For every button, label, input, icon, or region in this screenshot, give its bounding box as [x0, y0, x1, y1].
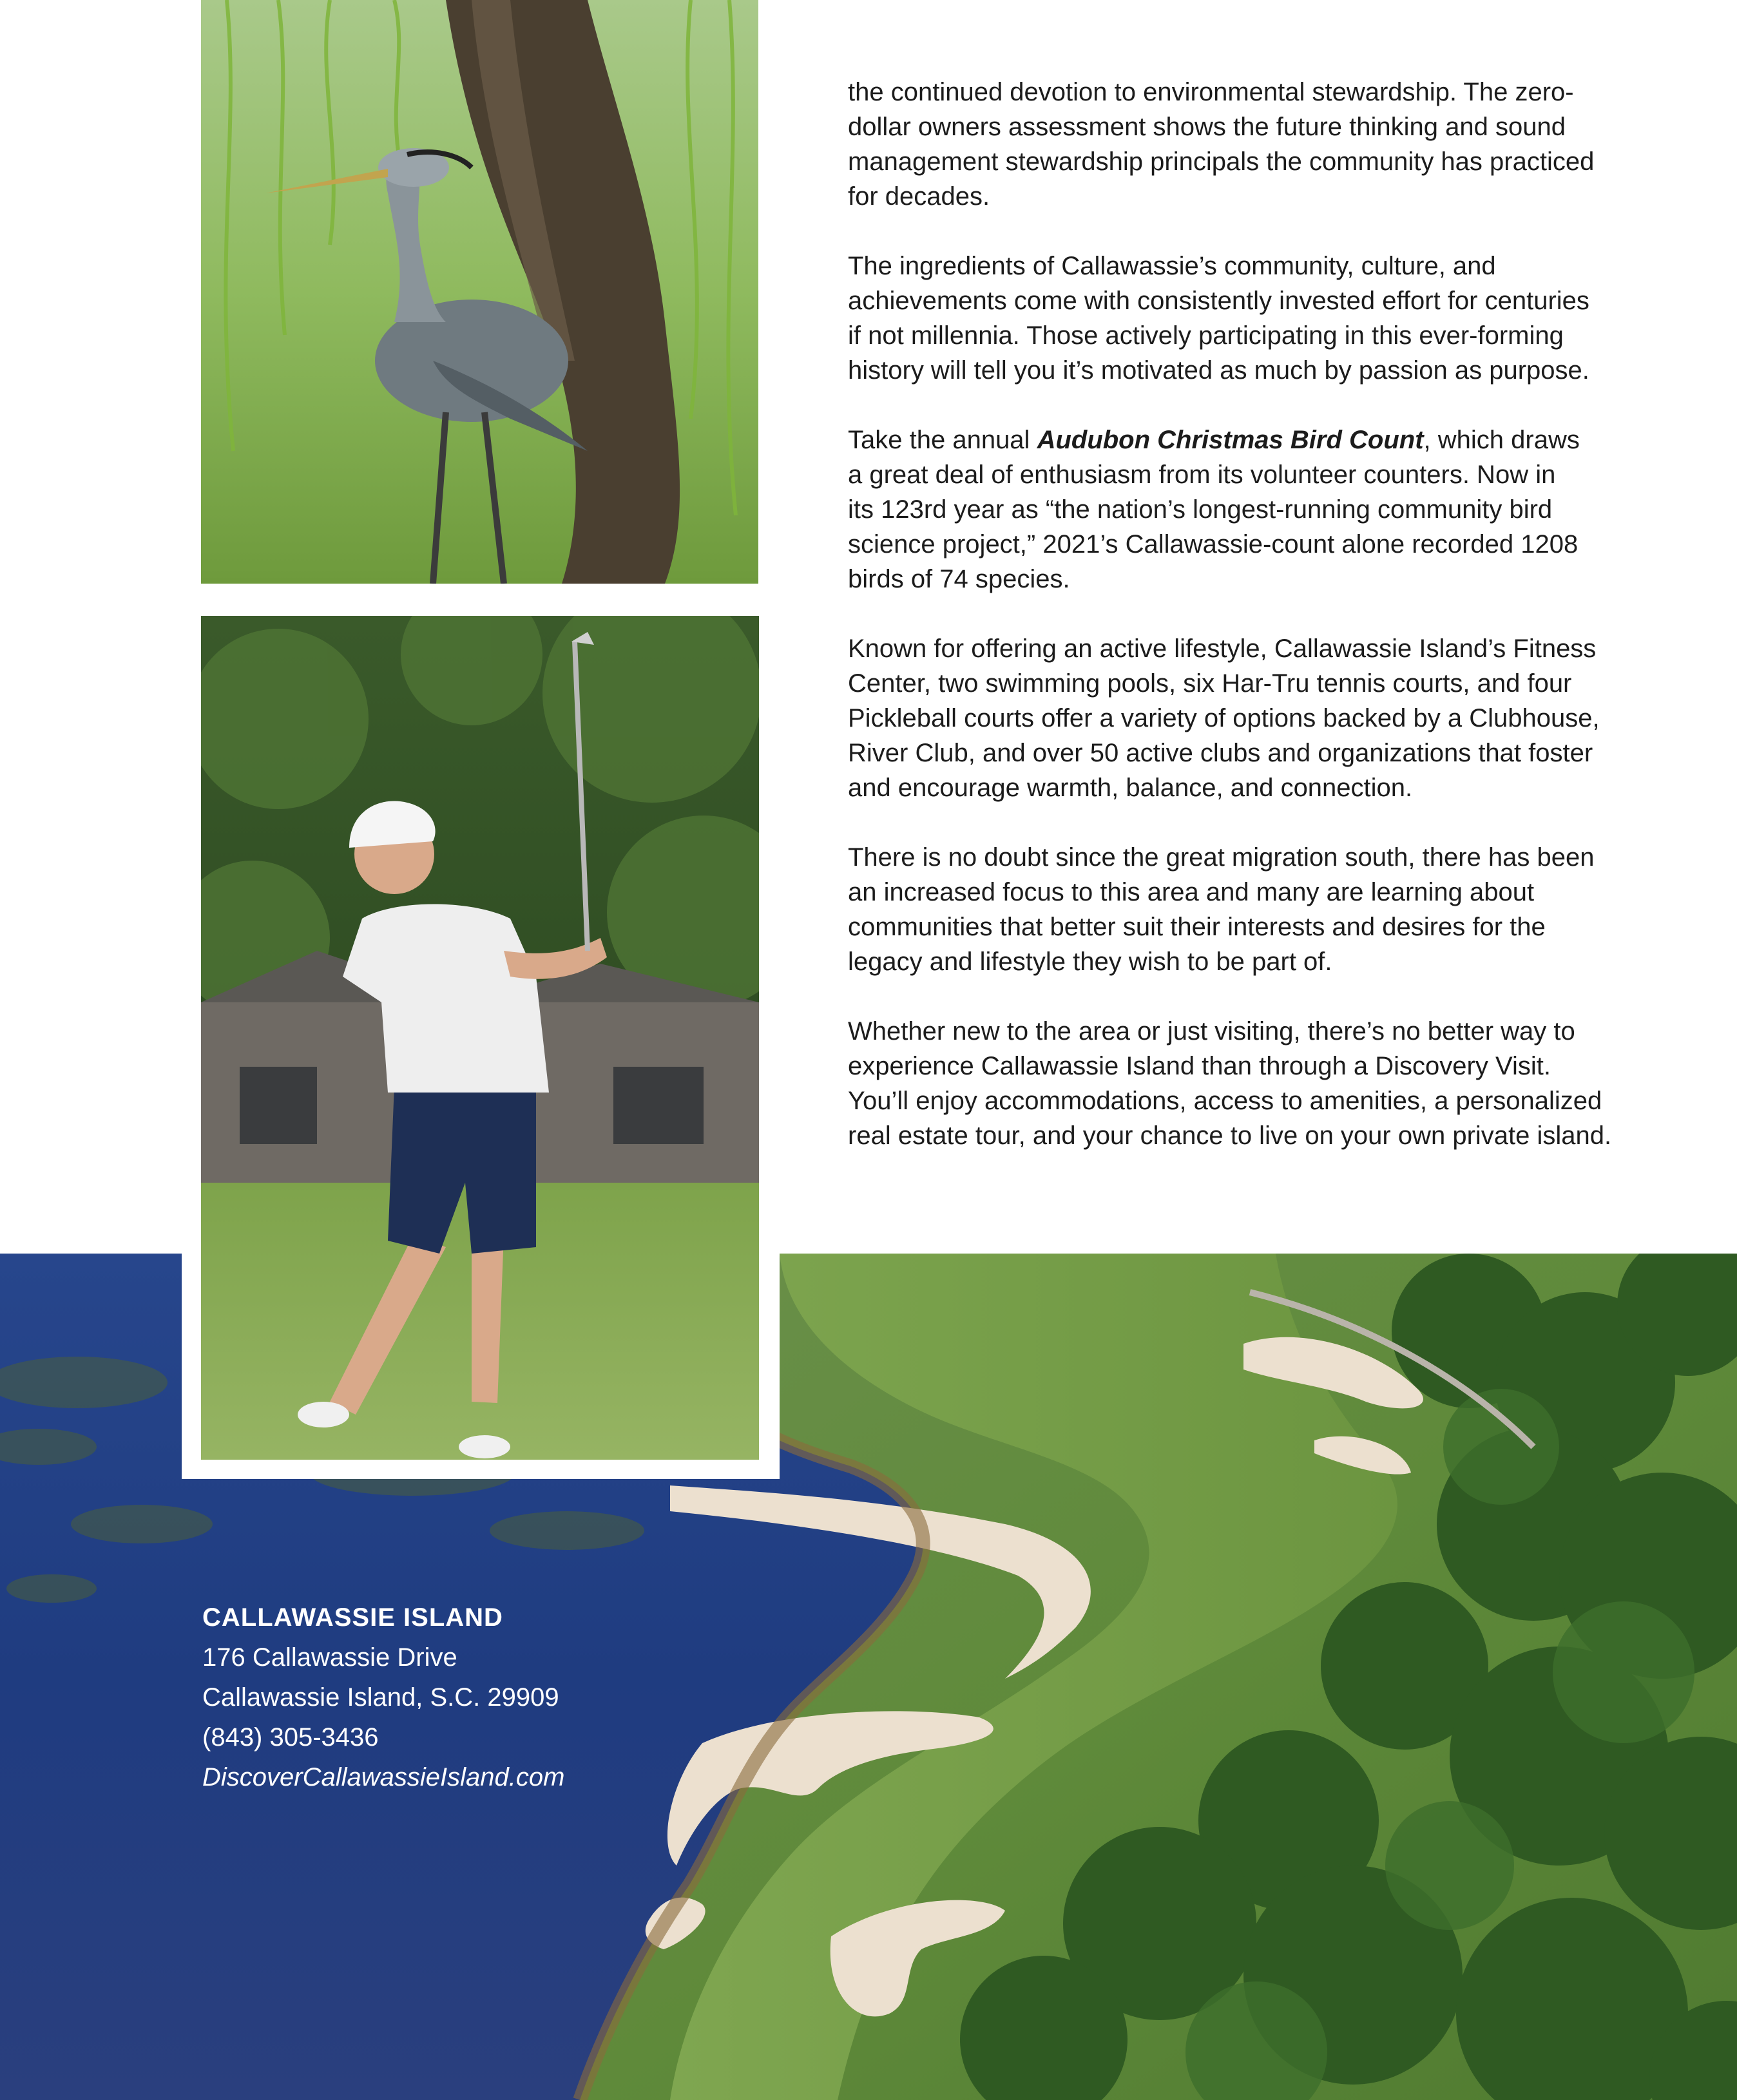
contact-website: DiscoverCallawassieIsland.com	[202, 1763, 565, 1791]
contact-phone: (843) 305-3436	[202, 1723, 379, 1752]
article-paragraph-ingredients: The ingredients of Callawassie’s community, culture, and achievements come with consistently invested effort for centuries if not millennia. Those actively participating in this ever-forming history will tell you it’s motivated as much by passion as purpose.	[848, 252, 1589, 385]
golfer-illustration	[201, 616, 759, 1460]
contact-city: Callawassie Island, S.C. 29909	[202, 1683, 559, 1712]
contact-name: CALLAWASSIE ISLAND	[202, 1603, 503, 1632]
great-blue-heron-illustration	[201, 0, 758, 584]
heron-photo	[201, 0, 758, 584]
contact-street: 176 Callawassie Drive	[202, 1643, 457, 1672]
audubon-bird-count-title: Audubon Christmas Bird Count	[1037, 426, 1424, 454]
article-paragraph-lifestyle: Known for offering an active lifestyle, Callawassie Island’s Fitness Center, two swimming pools, six Har-Tru tennis courts, and four Pickleball courts offer a variety of options backed by a Clubhouse, River Club, and over 50 active clubs and organizations that foster and encourage warmth, balance, and connection.	[848, 635, 1600, 802]
article-paragraph-migration: There is no doubt since the great migration south, there has been an increased focus to this area and many are learning about communities that better suit their interests and desires for the legacy and lifestyle they wish to be part of.	[848, 843, 1595, 976]
bird-count-lead: Take the annual	[848, 426, 1037, 454]
bird-count-rest: , which draws a great deal of enthusiasm from its volunteer counters. Now in its 123rd year as “the nation’s longest-running community bird science project,” 2021’s Callawassie-count alone recorded 1208 birds of 74 species.	[848, 426, 1580, 593]
contact-block	[202, 1598, 564, 1797]
article-body	[848, 75, 1685, 1188]
golfer-photo	[201, 616, 759, 1460]
article-paragraph-bird-count	[848, 423, 1685, 597]
article-paragraph-discovery-visit: Whether new to the area or just visiting, there’s no better way to experience Callawassie Island than through a Discovery Visit. You’ll enjoy accommodations, access to amenities, a personalized real estate tour, and your chance to live on your own private island.	[848, 1017, 1612, 1150]
article-paragraph-stewardship: the continued devotion to environmental stewardship. The zero- dollar owners assessment shows the future thinking and sound management stewardship principals the community has practiced for decades.	[848, 78, 1595, 211]
